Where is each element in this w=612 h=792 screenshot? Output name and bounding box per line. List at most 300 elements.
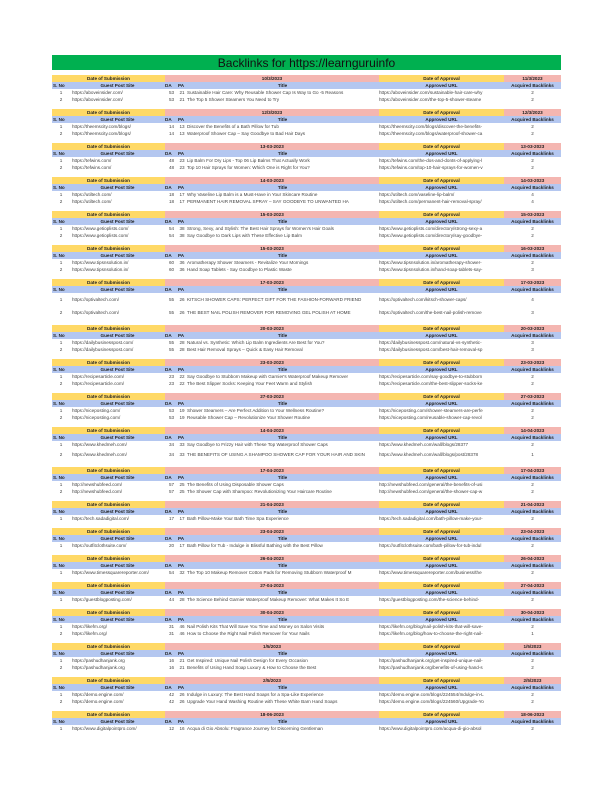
approval-date: 12/3/2023 xyxy=(504,109,561,116)
column-header-da: DA xyxy=(165,367,172,372)
da-value: 23 xyxy=(168,374,175,379)
post-title: Why Vaseline Lip Balm is a Must-Have in Your Skincare Routine xyxy=(187,192,318,197)
pa-value: 26 xyxy=(179,699,185,704)
submission-block xyxy=(52,467,561,495)
approved-url-link[interactable]: https://demo.engine.com/blogs/224554/Indulge-in-L xyxy=(379,692,484,697)
column-header-approved-url: Approved URL xyxy=(425,83,458,88)
approved-url-link[interactable]: https://aboveinsider.com/sustainable-hair-care-why xyxy=(379,90,483,95)
date-of-submission-label: Date of Submission xyxy=(52,279,165,286)
column-header-da: DA xyxy=(165,401,172,406)
table-row xyxy=(52,515,561,522)
column-header-pa: PA xyxy=(178,117,185,122)
table-row xyxy=(52,407,561,414)
guest-post-site-link[interactable]: https://likefm.org/ xyxy=(72,624,107,629)
da-value: 16 xyxy=(168,658,175,663)
post-title: The Benefits of Using Disposable Shower Caps xyxy=(187,482,284,487)
column-header-sno: S. No xyxy=(53,536,65,541)
post-title: Strong, Sexy, and Stylish: The Best Hair Sprays for Women's Hair Goals xyxy=(187,226,334,231)
approved-url-link[interactable]: https://dailybusinesspost.com/natural-vs-synthetic- xyxy=(379,340,482,345)
guest-post-site-link[interactable]: https://dailybusinesspost.com/ xyxy=(72,347,134,352)
da-value: 42 xyxy=(168,692,175,697)
column-header-pa: PA xyxy=(178,651,185,656)
approved-url-link[interactable]: https://tefwins.com/top-10-hair-sprays-for-women-v xyxy=(379,165,483,170)
submission-date: 10/3/2023 xyxy=(165,75,379,82)
post-title: KITSCH SHOWER CAPS: PERFECT GIFT FOR THE FASHION-FORWARD FRIEND xyxy=(187,296,362,302)
column-header-row xyxy=(52,535,561,542)
da-value: 53 xyxy=(168,97,175,102)
column-header-approved-url: Approved URL xyxy=(425,651,458,656)
acquired-backlinks-count: 1 xyxy=(531,631,534,636)
da-value: 17 xyxy=(168,516,175,521)
serial-number: 1 xyxy=(59,570,63,575)
da-value: 42 xyxy=(168,699,175,704)
column-header-pa: PA xyxy=(178,185,185,190)
pa-value: 17 xyxy=(179,543,185,548)
post-title: The Best Slipper Socks: Keeping Your Feet Warm and Stylish xyxy=(187,381,313,386)
serial-number: 2 xyxy=(59,131,63,136)
date-of-approval-label: Date of Approval xyxy=(379,177,504,184)
submission-block xyxy=(52,582,561,603)
post-title: Bath Pillow for Tub - Indulge in Blissful Bathing with the Best Pillow xyxy=(187,543,323,548)
guest-post-site-link[interactable]: https://niceposting.com/ xyxy=(72,408,121,413)
guest-post-site-link[interactable]: https://aboveinsider.com/ xyxy=(72,90,123,95)
approved-url-link[interactable]: https://likefm.org/blog/nail-polish-kits-that-will-save- xyxy=(379,624,483,629)
guest-post-site-link[interactable]: https://optivaltech.com/ xyxy=(72,297,119,302)
column-header-guest-post-site: Guest Post Site xyxy=(100,219,135,224)
date-of-submission-label: Date of Submission xyxy=(52,677,165,684)
acquired-backlinks-count: 2 xyxy=(531,570,534,575)
table-row xyxy=(52,232,561,239)
column-header-title: Title xyxy=(277,185,288,190)
table-row xyxy=(52,89,561,96)
da-value: 18 xyxy=(168,199,175,204)
serial-number: 1 xyxy=(59,624,63,629)
guest-post-site-link[interactable]: https://pashudhanjank.org xyxy=(72,658,125,663)
guest-post-site-link[interactable]: https://niceposting.com/ xyxy=(72,415,121,420)
approved-url-link[interactable]: https://optivaltech.com/kitsch-shower-caps/ xyxy=(379,297,467,302)
submission-date: 13-03-2023 xyxy=(165,143,379,150)
column-header-row xyxy=(52,562,561,569)
da-value: 34 xyxy=(168,442,175,447)
acquired-backlinks-count: 4 xyxy=(531,192,534,197)
column-header-row xyxy=(52,650,561,657)
da-value: 16 xyxy=(168,665,175,670)
acquired-backlinks-count: 2 xyxy=(531,97,534,102)
column-header-guest-post-site: Guest Post Site xyxy=(100,401,135,406)
date-row xyxy=(52,245,561,252)
column-header-acquired-backlinks: Acquired Backlinks xyxy=(511,401,554,406)
da-value: 23 xyxy=(168,381,175,386)
guest-post-site-link[interactable]: http://newshubfeed.com/ xyxy=(72,482,123,487)
column-header-row xyxy=(52,400,561,407)
date-row xyxy=(52,325,561,332)
column-header-title: Title xyxy=(277,475,288,480)
post-title: Say Goodbye to Stubborn Makeup with Garnier's Waterproof Makeup Remover xyxy=(187,374,349,379)
pa-value: 28 xyxy=(179,597,185,602)
column-header-da: DA xyxy=(165,219,172,224)
guest-post-site-link[interactable]: https://demo.engine.com/ xyxy=(72,699,124,704)
column-header-approved-url: Approved URL xyxy=(425,536,458,541)
column-header-acquired-backlinks: Acquired Backlinks xyxy=(511,333,554,338)
guest-post-site-link[interactable]: https://theemscity.com/blogs/ xyxy=(72,124,131,129)
guest-post-site-link[interactable]: https://www.khedmeh.com/ xyxy=(72,452,127,457)
pa-value: 36 xyxy=(179,267,185,272)
acquired-backlinks-count: 2 xyxy=(531,489,534,494)
submission-date: 14-03-2023 xyxy=(165,177,379,184)
acquired-backlinks-count: 2 xyxy=(531,692,534,697)
column-header-approved-url: Approved URL xyxy=(425,333,458,338)
acquired-backlinks-count: 2 xyxy=(531,165,534,170)
column-header-acquired-backlinks: Acquired Backlinks xyxy=(511,151,554,156)
pa-value: 22 xyxy=(179,381,185,386)
guest-post-site-link[interactable]: https://optivaltech.com/ xyxy=(72,310,119,315)
da-value: 55 xyxy=(168,297,175,302)
column-header-pa: PA xyxy=(178,151,185,156)
approved-url-link[interactable]: http://newshubfeed.com/general/the-benefits-of-usi xyxy=(379,482,483,487)
date-row xyxy=(52,279,561,286)
column-header-row xyxy=(52,474,561,481)
guest-post-site-link[interactable]: https://outfitclothsuite.com/ xyxy=(72,543,127,548)
date-of-submission-label: Date of Submission xyxy=(52,359,165,366)
column-header-sno: S. No xyxy=(53,475,65,480)
date-row xyxy=(52,177,561,184)
column-header-approved-url: Approved URL xyxy=(425,509,458,514)
submission-block xyxy=(52,555,561,576)
acquired-backlinks-count: 2 xyxy=(531,233,534,238)
acquired-backlinks-count: 2 xyxy=(531,699,534,704)
column-header-title: Title xyxy=(277,536,288,541)
approval-date: 17-03-2023 xyxy=(504,279,561,286)
pa-value: 23 xyxy=(179,165,185,170)
guest-post-site-link[interactable]: https://likefm.org/ xyxy=(72,631,107,636)
serial-number: 1 xyxy=(59,726,63,731)
da-value: 53 xyxy=(168,415,175,420)
pa-value: 26 xyxy=(179,297,185,302)
guest-post-site-link[interactable]: https://demo.engine.com/ xyxy=(72,692,124,697)
column-header-title: Title xyxy=(277,509,288,514)
column-header-row xyxy=(52,434,561,441)
submission-block xyxy=(52,609,561,637)
column-header-approved-url: Approved URL xyxy=(425,590,458,595)
column-header-title: Title xyxy=(277,401,288,406)
page-title: Backlinks for https://learnguruinfo xyxy=(52,55,561,70)
post-title: The Shower Cap with Shampoo: Revolutionizing Your Haircare Routine xyxy=(187,489,332,494)
approved-url-link[interactable]: https://likefm.org/blog/how-to-choose-the-right-nail- xyxy=(379,631,483,636)
approved-url-link[interactable]: https://niceposting.com/shower-steamers-are-perfe xyxy=(379,408,483,413)
date-of-approval-label: Date of Approval xyxy=(379,211,504,218)
column-header-title: Title xyxy=(277,367,288,372)
serial-number: 1 xyxy=(59,442,63,447)
submission-date: 20-03-2023 xyxy=(165,325,379,332)
column-header-approved-url: Approved URL xyxy=(425,475,458,480)
guest-post-site-link[interactable]: https://guestblogposting.com/ xyxy=(72,597,132,602)
column-header-da: DA xyxy=(165,590,172,595)
acquired-backlinks-count: 4 xyxy=(531,297,534,302)
acquired-backlinks-count: 4 xyxy=(531,199,534,204)
table-row xyxy=(52,164,561,171)
submission-block xyxy=(52,211,561,239)
approved-url-link[interactable]: https://www.getioplists.com/directory/say-goodbye- xyxy=(379,233,483,238)
da-value: 54 xyxy=(168,226,175,231)
column-header-approved-url: Approved URL xyxy=(425,367,458,372)
column-header-guest-post-site: Guest Post Site xyxy=(100,651,135,656)
date-of-approval-label: Date of Approval xyxy=(379,109,504,116)
approved-url-link[interactable]: https://aboveinsider.com/the-top-5-shower-steame xyxy=(379,97,482,102)
guest-post-site-link[interactable]: https://www.tipsnsolution.in/ xyxy=(72,267,129,272)
column-header-sno: S. No xyxy=(53,617,65,622)
guest-post-site-link[interactable]: https://aboveinsider.com/ xyxy=(72,97,123,102)
pa-value: 33 xyxy=(179,452,185,457)
approved-url-link[interactable]: https://outfitclothsuite.com/bath-pillow-for-tub-indul xyxy=(379,543,482,548)
pa-value: 22 xyxy=(179,374,185,379)
column-header-pa: PA xyxy=(178,685,185,690)
approved-url-link[interactable]: https://recipesarticle.com/say-goodbye-to-stubborn xyxy=(379,374,483,379)
submission-block xyxy=(52,109,561,137)
table-row xyxy=(52,346,561,353)
column-header-title: Title xyxy=(277,333,288,338)
date-of-approval-label: Date of Approval xyxy=(379,609,504,616)
column-header-acquired-backlinks: Acquired Backlinks xyxy=(511,287,554,292)
guest-post-site-link[interactable]: https://www.getioplists.com/ xyxy=(72,233,129,238)
column-header-row xyxy=(52,150,561,157)
da-value: 48 xyxy=(168,165,175,170)
post-title: Discover the Benefits of a Bath Pillow for Tub xyxy=(187,124,279,129)
column-header-approved-url: Approved URL xyxy=(425,151,458,156)
pa-value: 13 xyxy=(179,124,185,129)
table-row xyxy=(52,259,561,266)
table-row xyxy=(52,225,561,232)
pa-value: 23 xyxy=(179,158,185,163)
pa-value: 38 xyxy=(179,226,185,231)
serial-number: 1 xyxy=(59,192,63,197)
column-header-sno: S. No xyxy=(53,185,65,190)
approved-url-link[interactable]: https://tech.sadadigital.com/bath-pillow-make-your- xyxy=(379,516,483,521)
table-row xyxy=(52,441,561,448)
date-of-approval-label: Date of Approval xyxy=(379,75,504,82)
table-row xyxy=(52,481,561,488)
approved-url-link[interactable]: https://optivaltech.com/the-best-nail-polish-remove xyxy=(379,310,482,315)
column-header-sno: S. No xyxy=(53,83,65,88)
approved-url-link[interactable]: https://www.digitalpointpro.com/acqua-di-gio-absol xyxy=(379,726,482,731)
date-of-submission-label: Date of Submission xyxy=(52,75,165,82)
submission-date: 23-04-2023 xyxy=(165,528,379,535)
column-header-sno: S. No xyxy=(53,151,65,156)
column-header-sno: S. No xyxy=(53,509,65,514)
approved-url-link[interactable]: https://utiltech.com/permanent-hair-removal-spray/ xyxy=(379,199,482,204)
approved-url-link[interactable]: https://tefwins.com/the-dos-and-donts-of-applying-l xyxy=(379,158,483,163)
table-row xyxy=(52,623,561,630)
date-row xyxy=(52,359,561,366)
approved-url-link[interactable]: https://theemscity.com/blogs/waterproof-shower-ca xyxy=(379,131,483,136)
guest-post-site-link[interactable]: https://utiltech.com/ xyxy=(72,192,112,197)
date-row xyxy=(52,75,561,82)
serial-number: 2 xyxy=(59,665,63,670)
column-header-row xyxy=(52,82,561,89)
acquired-backlinks-count: 2 xyxy=(531,543,534,548)
column-header-pa: PA xyxy=(178,83,185,88)
pa-value: 25 xyxy=(179,489,185,494)
submission-block xyxy=(52,677,561,705)
approved-url-link[interactable]: http://newshubfeed.com/general/the-shower-cap-w xyxy=(379,489,483,494)
column-header-pa: PA xyxy=(178,617,185,622)
approved-url-link[interactable]: https://utiltech.com/vaseline-lip-balm/ xyxy=(379,192,455,197)
approved-url-link[interactable]: https://www.khedmeh.com/wall/blogs/post/28378 xyxy=(379,452,479,457)
column-header-guest-post-site: Guest Post Site xyxy=(100,563,135,568)
guest-post-site-link[interactable]: https://tefwins.com/ xyxy=(72,158,112,163)
approved-url-link[interactable]: https://www.timessquarereporter.com/business/the xyxy=(379,570,482,575)
guest-post-site-link[interactable]: https://www.digitalpointpro.com/ xyxy=(72,726,137,731)
guest-post-site-link[interactable]: https://recipesarticle.com/ xyxy=(72,381,125,386)
column-header-acquired-backlinks: Acquired Backlinks xyxy=(511,617,554,622)
table-row xyxy=(52,306,561,319)
submission-date: 1/5/2023 xyxy=(165,643,379,650)
da-value: 55 xyxy=(168,347,175,352)
guest-post-site-link[interactable]: https://www.tipsnsolution.in/ xyxy=(72,260,129,265)
column-header-da: DA xyxy=(165,117,172,122)
column-header-sno: S. No xyxy=(53,651,65,656)
guest-post-site-link[interactable]: https://www.getioplists.com/ xyxy=(72,226,129,231)
guest-post-site-link[interactable]: https://www.timessquarereporter.com/ xyxy=(72,570,149,575)
serial-number: 2 xyxy=(59,233,63,238)
approved-url-link[interactable]: https://www.tipsnsolution.in/aromatherapy-shower- xyxy=(379,260,482,265)
column-header-pa: PA xyxy=(178,509,185,514)
column-header-title: Title xyxy=(277,685,288,690)
column-header-pa: PA xyxy=(178,253,185,258)
post-title: How to Choose the Right Nail Polish Remover for Your Nails xyxy=(187,631,310,636)
acquired-backlinks-count: 2 xyxy=(531,226,534,231)
post-title: Aromatherapy Shower Steamers - Revitalize Your Mornings xyxy=(187,260,309,265)
column-header-sno: S. No xyxy=(53,253,65,258)
date-of-submission-label: Date of Submission xyxy=(52,711,165,718)
post-title: THE BEST NAIL POLISH REMOVER FOR REMOVING GEL POLISH AT HOME xyxy=(187,309,351,315)
pa-value: 36 xyxy=(179,260,185,265)
serial-number: 1 xyxy=(59,658,63,663)
da-value: 12 xyxy=(168,726,175,731)
column-header-pa: PA xyxy=(178,287,185,292)
table-row xyxy=(52,596,561,603)
column-header-pa: PA xyxy=(178,367,185,372)
date-of-approval-label: Date of Approval xyxy=(379,467,504,474)
post-title: Say Goodbye to Dark Lips with These Effective Lip Balm xyxy=(187,233,302,238)
serial-number: 1 xyxy=(59,226,63,231)
submission-date: 18-06-2023 xyxy=(165,711,379,718)
post-title: Indulge in Luxury: The Best Hand Soaps for a Spa-Like Experience xyxy=(187,692,324,697)
guest-post-site-link[interactable]: https://dailybusinesspost.com/ xyxy=(72,340,134,345)
guest-post-site-link[interactable]: https://theemscity.com/blogs/ xyxy=(72,131,131,136)
serial-number: 1 xyxy=(59,692,63,697)
submission-date: 17-04-2023 xyxy=(165,467,379,474)
approved-url-link[interactable]: https://www.khedmeh.com/wall/blogs/28377 xyxy=(379,442,469,447)
submission-date: 2/5/2023 xyxy=(165,677,379,684)
pa-value: 28 xyxy=(179,347,185,352)
approved-url-link[interactable]: https://pashudhanjank.org/benefits-of-using-hand-s xyxy=(379,665,483,670)
approved-url-link[interactable]: https://demo.engine.com/blogs/224560/Upgrade-Yo xyxy=(379,699,484,704)
approval-date: 30-04-2023 xyxy=(504,609,561,616)
serial-number: 1 xyxy=(59,90,63,95)
column-header-title: Title xyxy=(277,617,288,622)
submission-block xyxy=(52,427,561,461)
post-title: Get Inspired: Unique Nail Polish Design for Every Occasion xyxy=(187,658,308,663)
column-header-row xyxy=(52,589,561,596)
date-of-approval-label: Date of Approval xyxy=(379,643,504,650)
table-row xyxy=(52,191,561,198)
table-row xyxy=(52,198,561,205)
column-header-guest-post-site: Guest Post Site xyxy=(100,367,135,372)
approved-url-link[interactable]: https://www.tipsnsolution.in/hand-soap-tablets-say- xyxy=(379,267,483,272)
table-row xyxy=(52,414,561,421)
approved-url-link[interactable]: https://niceposting.com/reusable-shower-cap-revol xyxy=(379,415,482,420)
guest-post-site-link[interactable]: https://utiltech.com/ xyxy=(72,199,112,204)
guest-post-site-link[interactable]: https://tefwins.com/ xyxy=(72,165,112,170)
submission-date: 17-03-2023 xyxy=(165,279,379,286)
serial-number: 2 xyxy=(59,489,63,494)
column-header-acquired-backlinks: Acquired Backlinks xyxy=(511,475,554,480)
column-header-guest-post-site: Guest Post Site xyxy=(100,475,135,480)
column-header-approved-url: Approved URL xyxy=(425,563,458,568)
acquired-backlinks-count: 2 xyxy=(531,442,534,447)
column-header-acquired-backlinks: Acquired Backlinks xyxy=(511,185,554,190)
post-title: Bath Pillow-Make Your Bath Time Spa Experience xyxy=(187,516,289,521)
date-of-approval-label: Date of Approval xyxy=(379,359,504,366)
guest-post-site-link[interactable]: http://newshubfeed.com/ xyxy=(72,489,123,494)
pa-value: 19 xyxy=(179,415,185,420)
approved-url-link[interactable]: https://guestblogposting.com/the-science-behind- xyxy=(379,597,480,602)
acquired-backlinks-count: 3 xyxy=(531,310,534,315)
column-header-title: Title xyxy=(277,563,288,568)
approved-url-link[interactable]: https://dailybusinesspost.com/best-hair-removal-sp xyxy=(379,347,483,352)
approved-url-link[interactable]: https://theemscity.com/blogs/discover-the-benefits- xyxy=(379,124,483,129)
column-header-acquired-backlinks: Acquired Backlinks xyxy=(511,219,554,224)
date-of-approval-label: Date of Approval xyxy=(379,245,504,252)
column-header-da: DA xyxy=(165,651,172,656)
column-header-pa: PA xyxy=(178,219,185,224)
post-title: Natural vs. Synthetic: Which Lip Balm Ingredients Are Best for You? xyxy=(187,340,325,345)
acquired-backlinks-count: 3 xyxy=(531,347,534,352)
table-row xyxy=(52,569,561,576)
approved-url-link[interactable]: https://pashudhanjank.org/get-inspired-unique-nail- xyxy=(379,658,483,663)
guest-post-site-link[interactable]: https://recipesarticle.com/ xyxy=(72,374,125,379)
post-title: Benefits of Using Hand Soap Luxury & How to Choose the Best xyxy=(187,665,317,670)
date-row xyxy=(52,609,561,616)
approved-url-link[interactable]: https://www.getioplists.com/directory/strong-sexy-a xyxy=(379,226,483,231)
acquired-backlinks-count: 2 xyxy=(531,131,534,136)
column-header-guest-post-site: Guest Post Site xyxy=(100,185,135,190)
column-header-pa: PA xyxy=(178,719,185,724)
acquired-backlinks-count: 3 xyxy=(531,267,534,272)
column-header-sno: S. No xyxy=(53,287,65,292)
post-title: Acqua di Gio Absolu: Fragrance Journey for Discerning Gentleman xyxy=(187,726,323,731)
da-value: 34 xyxy=(168,452,175,457)
column-header-pa: PA xyxy=(178,590,185,595)
guest-post-site-link[interactable]: https://pashudhanjank.org xyxy=(72,665,125,670)
submission-date: 23-03-2023 xyxy=(165,359,379,366)
post-title: Nail Polish Kits That Will Save You Time and Money on Salon Visits xyxy=(187,624,325,629)
approval-date: 27-04-2023 xyxy=(504,582,561,589)
serial-number: 1 xyxy=(59,543,63,548)
guest-post-site-link[interactable]: https://tech.sadadigital.com/ xyxy=(72,516,129,521)
table-row xyxy=(52,542,561,549)
da-value: 14 xyxy=(168,131,175,136)
approved-url-link[interactable]: https://recipesarticle.com/the-best-slipper-socks-ke xyxy=(379,381,483,386)
column-header-guest-post-site: Guest Post Site xyxy=(100,83,135,88)
column-header-pa: PA xyxy=(178,401,185,406)
guest-post-site-link[interactable]: https://www.khedmeh.com/ xyxy=(72,442,127,447)
pa-value: 32 xyxy=(179,570,185,575)
approval-date: 11/3/2023 xyxy=(504,75,561,82)
approval-date: 14-03-2023 xyxy=(504,177,561,184)
date-of-approval-label: Date of Approval xyxy=(379,528,504,535)
column-header-da: DA xyxy=(165,287,172,292)
